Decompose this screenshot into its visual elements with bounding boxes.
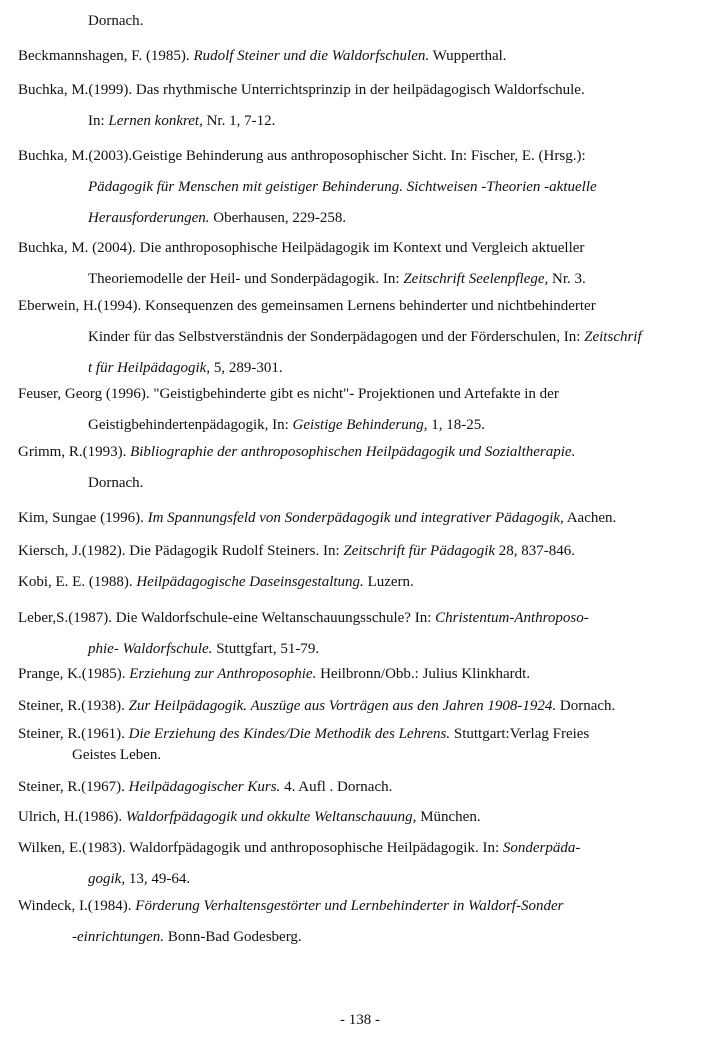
- reference-entry-kim: [18, 503, 700, 534]
- reference-title-text: Heilpädagogischer Kurs.: [128, 779, 281, 795]
- reference-text: Beckmannshagen, F. (1985).: [18, 48, 194, 64]
- reference-line: [18, 141, 700, 172]
- reference-title-text: Waldorfpädagogik und okkulte Weltanschauung,: [125, 809, 417, 825]
- reference-text: Nr. 3.: [548, 271, 586, 287]
- reference-line: [18, 802, 700, 833]
- reference-title-text: Herausforderungen.: [88, 210, 210, 226]
- reference-line: [18, 379, 700, 410]
- reference-entry-buchka-1999: [18, 75, 700, 137]
- reference-text: Buchka, M.(2003).Geistige Behinderung aus anthroposophischer Sicht. In: Fischer, E. (Hrsg.):: [18, 148, 586, 164]
- reference-line: [18, 172, 700, 203]
- reference-line: [18, 437, 700, 468]
- reference-text: Steiner, R.(1938).: [18, 698, 129, 714]
- reference-text: Leber,S.(1987). Die Waldorfschule-eine Weltanschauungsschule? In:: [18, 610, 436, 626]
- reference-title-text: Zur Heilpädagogik. Auszüge aus Vorträgen aus den Jahren 1908-1924.: [128, 698, 557, 714]
- reference-title-text: phie- Waldorfschule.: [88, 641, 213, 657]
- reference-line: [18, 833, 700, 864]
- reference-line: [18, 746, 700, 764]
- reference-title-text: Bibliographie der anthroposophischen Heilpädagogik und Sozialtherapie.: [130, 444, 576, 460]
- reference-text: Grimm, R.(1993).: [18, 444, 131, 460]
- reference-line: [18, 322, 700, 353]
- reference-title-text: Im Spannungsfeld von Sonderpädagogik und integrativer Pädagogik,: [147, 510, 564, 526]
- reference-entry-buchka-2004: [18, 233, 700, 295]
- reference-entry-wilken: [18, 833, 700, 895]
- reference-text: Steiner, R.(1961).: [18, 726, 129, 742]
- reference-text: Windeck, I.(1984).: [18, 898, 136, 914]
- reference-title-text: Zeitschrift Seelenpflege,: [403, 271, 549, 287]
- reference-title-text: -einrichtungen.: [72, 929, 165, 945]
- reference-text: 4. Aufl . Dornach.: [280, 779, 393, 795]
- reference-text: In:: [88, 113, 109, 129]
- reference-text: Kim, Sungae (1996).: [18, 510, 148, 526]
- reference-text: Geistigbehindertenpädagogik, In:: [88, 417, 293, 433]
- reference-title-text: Rudolf Steiner und die Waldorfschulen.: [193, 48, 430, 64]
- reference-title-text: Geistige Behinderung,: [292, 417, 428, 433]
- reference-text: Prange, K.(1985).: [18, 666, 130, 682]
- reference-text: Kinder für das Selbstverständnis der Sonderpädagogen und der Förderschulen, In:: [88, 329, 585, 345]
- reference-entry-steiner-1961: [18, 722, 700, 764]
- reference-line: [18, 106, 700, 137]
- reference-line: [18, 536, 700, 567]
- reference-title-text: gogik,: [88, 871, 126, 887]
- reference-text: Kiersch, J.(1982). Die Pädagogik Rudolf Steiners. In:: [18, 543, 344, 559]
- reference-text: Oberhausen, 229-258.: [209, 210, 347, 226]
- reference-text: Geistes Leben.: [72, 747, 162, 763]
- reference-line: [18, 468, 700, 499]
- reference-entry-steiner-1967: [18, 772, 700, 803]
- reference-line: [18, 922, 700, 953]
- reference-entry-kobi: [18, 567, 700, 598]
- reference-line: [18, 203, 700, 234]
- reference-text: Buchka, M.(1999). Das rhythmische Unterrichtsprinzip in der heilpädagogisch Waldorfschule.: [18, 82, 585, 98]
- reference-text: Kobi, E. E. (1988).: [18, 574, 137, 590]
- reference-title-text: t für Heilpädagogik,: [88, 360, 211, 376]
- reference-text: Dornach.: [88, 13, 144, 29]
- reference-text: München.: [416, 809, 481, 825]
- reference-line: [18, 603, 700, 634]
- reference-line: [18, 659, 700, 690]
- reference-title-text: Erziehung zur Anthroposophie.: [129, 666, 317, 682]
- reference-entry-buchka-2003: [18, 141, 700, 234]
- reference-text: Steiner, R.(1967).: [18, 779, 129, 795]
- reference-line: [18, 691, 700, 722]
- reference-title-text: Pädagogik für Menschen mit geistiger Behinderung. Sichtweisen -Theorien -aktuelle: [88, 179, 597, 195]
- reference-title-text: Lernen konkret,: [108, 113, 203, 129]
- reference-text: 13, 49-64.: [125, 871, 191, 887]
- reference-line: [18, 233, 700, 264]
- reference-text: Aachen.: [563, 510, 617, 526]
- reference-text: Dornach.: [556, 698, 616, 714]
- reference-text: Stuttgfart, 51-79.: [212, 641, 320, 657]
- reference-text: Stuttgart:Verlag Freies: [450, 726, 590, 742]
- reference-text: Wilken, E.(1983). Waldorfpädagogik und anthroposophische Heilpädagogik. In:: [18, 840, 503, 856]
- reference-title-text: Zeitschrif: [584, 329, 642, 345]
- reference-line: [18, 503, 700, 534]
- reference-entry-windeck: [18, 891, 700, 953]
- reference-entry-beckmannshagen: [18, 41, 700, 72]
- reference-text: Bonn-Bad Godesberg.: [164, 929, 302, 945]
- reference-line: [18, 567, 700, 598]
- reference-text: 1, 18-25.: [427, 417, 486, 433]
- reference-entry-prange: [18, 659, 700, 690]
- reference-text: Luzern.: [363, 574, 414, 590]
- reference-entry-grimm: [18, 437, 700, 499]
- reference-entry-kiersch: [18, 536, 700, 567]
- reference-text: 28, 837-846.: [495, 543, 576, 559]
- reference-text: Feuser, Georg (1996). "Geistigbehinderte gibt es nicht"- Projektionen und Artefakte in der: [18, 386, 559, 402]
- reference-entry-feuser: [18, 379, 700, 441]
- reference-title-text: Heilpädagogische Daseinsgestaltung.: [136, 574, 364, 590]
- reference-entry-steiner-1938: [18, 691, 700, 722]
- reference-line: [18, 891, 700, 922]
- reference-title-text: Förderung Verhaltensgestörter und Lernbehinderter in Waldorf-Sonder: [135, 898, 564, 914]
- reference-title-text: Zeitschrift für Pädagogik: [343, 543, 496, 559]
- reference-text: Eberwein, H.(1994). Konsequenzen des gemeinsamen Lernens behinderter und nichtbehinderter: [18, 298, 596, 314]
- reference-entry-dornach-cont: [18, 6, 700, 37]
- reference-line: [18, 41, 700, 72]
- reference-line: [18, 291, 700, 322]
- page-number: - 138 -: [340, 1012, 380, 1028]
- reference-title-text: Christentum-Anthroposo-: [435, 610, 589, 626]
- reference-entry-ulrich: [18, 802, 700, 833]
- reference-line: [18, 772, 700, 803]
- reference-text: Theoriemodelle der Heil- und Sonderpädagogik. In:: [88, 271, 404, 287]
- reference-line: [18, 6, 700, 37]
- reference-line: [18, 75, 700, 106]
- reference-entry-eberwein: [18, 291, 700, 384]
- reference-text: Buchka, M. (2004). Die anthroposophische Heilpädagogik im Kontext und Vergleich aktueller: [18, 240, 585, 256]
- reference-text: Wupperthal.: [429, 48, 507, 64]
- reference-text: Ulrich, H.(1986).: [18, 809, 126, 825]
- reference-line: [18, 722, 700, 746]
- reference-title-text: Die Erziehung des Kindes/Die Methodik des Lehrens.: [128, 726, 451, 742]
- reference-entry-leber: [18, 603, 700, 665]
- reference-text: 5, 289-301.: [210, 360, 283, 376]
- reference-text: Nr. 1, 7-12.: [202, 113, 276, 129]
- reference-title-text: Sonderpäda-: [502, 840, 581, 856]
- reference-text: Heilbronn/Obb.: Julius Klinkhardt.: [316, 666, 531, 682]
- reference-text: Dornach.: [88, 475, 144, 491]
